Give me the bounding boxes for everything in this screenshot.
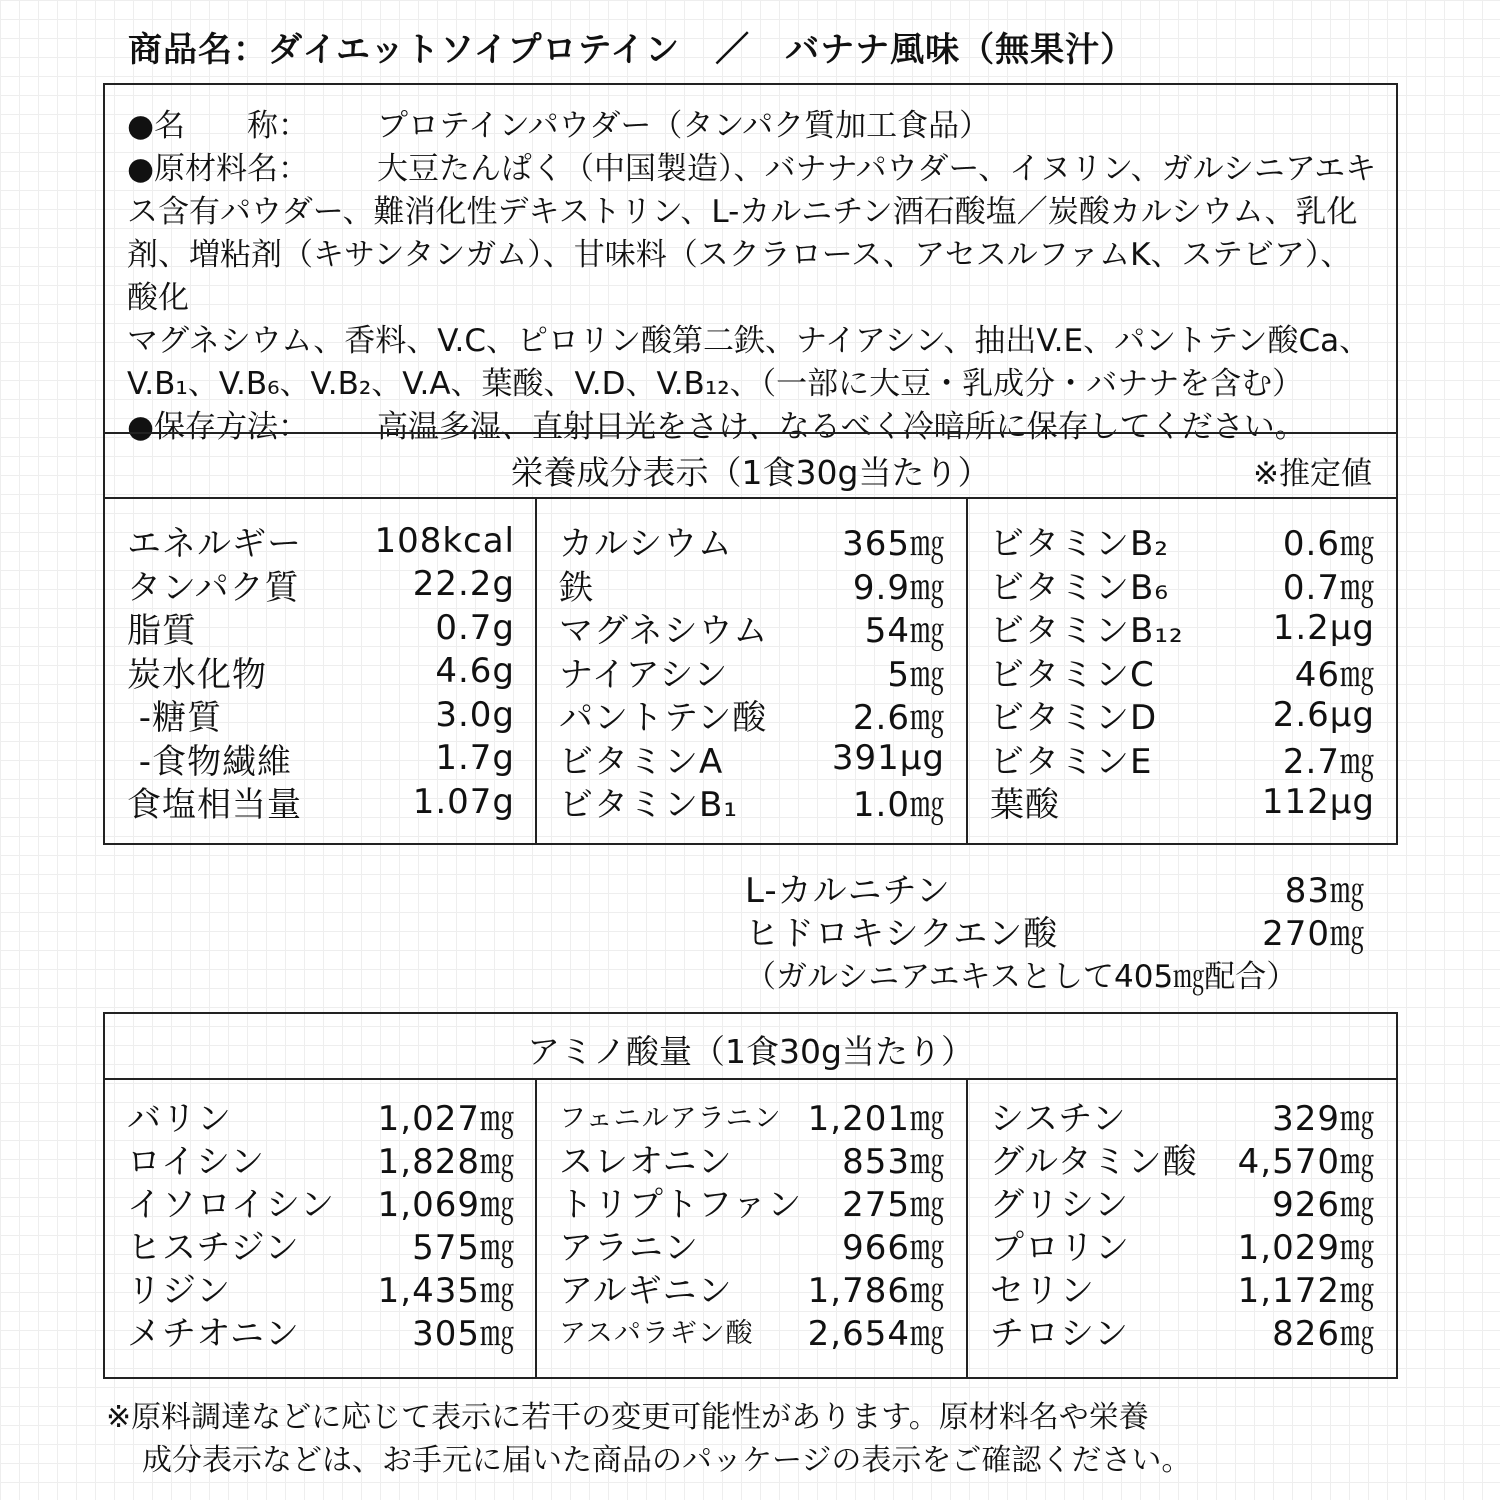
label-panel <box>103 83 1398 845</box>
amino-value: 966㎎ <box>842 1228 945 1268</box>
extra-name: ヒドロキシクエン酸 <box>745 914 1059 954</box>
extra-name: L-カルニチン <box>745 871 951 911</box>
amino-value: 853㎎ <box>842 1142 945 1182</box>
nutrient-name: 鉄 <box>559 567 594 608</box>
amino-panel <box>103 1012 1398 1379</box>
amino-row <box>559 1309 945 1352</box>
amino-row <box>990 1266 1375 1309</box>
nutrition-row <box>990 606 1375 650</box>
label-row-storage <box>127 406 1377 449</box>
nutrient-value: 2.6㎎ <box>852 698 945 739</box>
ingredients-line: ス含有パウダー、難消化性デキストリン、L-カルニチン酒石酸塩／炭酸カルシウム、乳化 <box>127 194 1358 230</box>
amino-row <box>127 1137 515 1180</box>
nutrient-value: 4.6g <box>435 651 515 692</box>
nutrient-value: 2.6μg <box>1272 694 1375 735</box>
divider <box>105 1078 1396 1080</box>
amino-name: チロシン <box>990 1314 1130 1354</box>
nutrient-value: 1.2μg <box>1272 607 1375 648</box>
nutrition-row <box>990 780 1375 824</box>
amino-value: 1,172㎎ <box>1237 1271 1375 1311</box>
amino-name: ヒスチジン <box>127 1228 300 1268</box>
amino-row <box>559 1266 945 1309</box>
ingredients-line: 剤、増粘剤（キサンタンガム）、甘味料（スクラロース、アセスルファムK、ステビア）、酸化 <box>127 237 1352 316</box>
nutrient-value: 2.7㎎ <box>1282 741 1375 782</box>
nutrient-name: ビタミンB₆ <box>990 567 1169 608</box>
amino-row <box>559 1137 945 1180</box>
amino-col-1 <box>127 1094 515 1352</box>
nutrient-name: ビタミンC <box>990 654 1155 695</box>
amino-name: アスパラギン酸 <box>559 1318 754 1349</box>
nutrient-name: エネルギー <box>127 524 302 565</box>
label-value: プロテインパウダー（タンパク質加工食品） <box>377 108 991 144</box>
amino-value: 1,828㎎ <box>377 1142 515 1182</box>
amino-value: 275㎎ <box>842 1185 945 1225</box>
amino-name: ロイシン <box>127 1142 266 1182</box>
nutrient-name: ビタミンB₂ <box>990 524 1169 565</box>
nutrient-value: 54㎎ <box>864 611 945 652</box>
nutrient-value: 0.7g <box>435 607 515 648</box>
nutrient-value: 0.7㎎ <box>1282 567 1375 608</box>
nutrition-row <box>990 650 1375 694</box>
amino-row <box>990 1309 1375 1352</box>
nutrition-col-3 <box>990 519 1375 824</box>
amino-value: 926㎎ <box>1272 1185 1375 1225</box>
divider <box>105 432 1396 434</box>
extra-ingredients <box>745 866 1365 995</box>
nutrition-row <box>559 737 945 781</box>
nutrition-row <box>127 737 515 781</box>
nutrition-row <box>127 606 515 650</box>
amino-row <box>990 1137 1375 1180</box>
amino-col-3 <box>990 1094 1375 1352</box>
ingredients-line: V.B₁、V.B₆、V.B₂、V.A、葉酸、V.D、V.B₁₂、（一部に大豆・乳成分・バナナを含む） <box>127 366 1304 402</box>
amino-heading: アミノ酸量（1食30g当たり） <box>527 1032 974 1071</box>
amino-row <box>990 1223 1375 1266</box>
amino-row <box>990 1180 1375 1223</box>
nutrient-name: ビタミンB₁ <box>559 785 738 826</box>
nutrition-col-1 <box>127 519 515 824</box>
amino-value: 2,654㎎ <box>807 1314 945 1354</box>
amino-name: トリプトファン <box>559 1185 803 1225</box>
amino-row <box>127 1266 515 1309</box>
nutrient-name: マグネシウム <box>559 611 769 652</box>
amino-value: 1,201㎎ <box>807 1099 945 1139</box>
nutrition-row <box>990 563 1375 607</box>
nutrient-name: ナイアシン <box>559 654 729 695</box>
nutrition-row <box>559 780 945 824</box>
amino-row <box>559 1180 945 1223</box>
nutrient-name: パントテン酸 <box>559 698 768 739</box>
nutrition-row <box>127 693 515 737</box>
nutrition-row <box>127 650 515 694</box>
nutrient-value: 22.2g <box>412 564 515 605</box>
nutrient-name: 食塩相当量 <box>127 785 302 826</box>
estimate-note: ※推定値 <box>1253 456 1372 492</box>
amino-name: アラニン <box>559 1228 699 1268</box>
nutrient-name: 脂質 <box>127 611 197 652</box>
amino-name: シスチン <box>990 1099 1127 1139</box>
amino-name: セリン <box>990 1271 1095 1311</box>
amino-name: プロリン <box>990 1228 1130 1268</box>
nutrition-row <box>127 519 515 563</box>
nutrient-value: 3.0g <box>435 694 515 735</box>
disclaimer <box>106 1396 1396 1482</box>
amino-name: メチオニン <box>127 1314 300 1354</box>
amino-value: 4,570㎎ <box>1237 1142 1375 1182</box>
nutrient-name: ビタミンE <box>990 741 1153 782</box>
amino-row <box>127 1223 515 1266</box>
amino-value: 329㎎ <box>1272 1099 1375 1139</box>
nutrient-value: 9.9㎎ <box>852 567 945 608</box>
amino-row <box>559 1094 945 1137</box>
amino-col-2 <box>559 1094 945 1352</box>
nutrition-row <box>990 519 1375 563</box>
divider <box>966 1078 968 1379</box>
label-key: ●原材料名： <box>127 151 310 187</box>
amino-row <box>559 1223 945 1266</box>
amino-value: 1,435㎎ <box>377 1271 515 1311</box>
amino-name: リジン <box>127 1271 232 1311</box>
nutrition-row <box>559 563 945 607</box>
amino-name: イソロイシン <box>127 1185 336 1225</box>
nutrition-row <box>559 693 945 737</box>
amino-row <box>127 1094 515 1137</box>
divider <box>105 497 1396 499</box>
amino-value: 826㎎ <box>1272 1314 1375 1354</box>
amino-value: 1,029㎎ <box>1237 1228 1375 1268</box>
label-key: ●保存方法： <box>127 409 310 445</box>
label-row-ingredients <box>127 148 1377 191</box>
extra-row <box>745 866 1365 909</box>
nutrition-row <box>127 563 515 607</box>
nutrition-row <box>559 519 945 563</box>
amino-value: 1,027㎎ <box>377 1099 515 1139</box>
amino-value: 1,786㎎ <box>807 1271 945 1311</box>
product-title: 商品名：ダイエットソイプロテイン ／ バナナ風味（無果汁） <box>128 30 1136 70</box>
nutrition-col-2 <box>559 519 945 824</box>
amino-value: 1,069㎎ <box>377 1185 515 1225</box>
nutrient-value: 1.0㎎ <box>852 785 945 826</box>
label-value: 大豆たんぱく（中国製造）、バナナパウダー、イヌリン、ガルシニアエキ <box>377 151 1377 187</box>
nutrition-row <box>559 650 945 694</box>
nutrition-row <box>990 737 1375 781</box>
amino-value: 305㎎ <box>412 1314 515 1354</box>
label-info <box>127 105 1377 449</box>
disclaimer-line: ※原料調達などに応じて表示に若干の変更可能性があります。原材料名や栄養 <box>106 1400 1149 1435</box>
divider <box>966 497 968 845</box>
nutrient-value: 1.7g <box>435 738 515 779</box>
amino-row <box>127 1309 515 1352</box>
nutrition-row <box>127 780 515 824</box>
amino-name: フェニルアラニン <box>559 1103 782 1134</box>
extra-value: 83㎎ <box>1284 871 1365 911</box>
amino-name: グルタミン酸 <box>990 1142 1198 1182</box>
nutrient-name: タンパク質 <box>127 567 300 608</box>
disclaimer-line: 成分表示などは、お手元に届いた商品のパッケージの表示をご確認ください。 <box>142 1443 1192 1478</box>
nutrient-value: 0.6㎎ <box>1282 524 1375 565</box>
amino-name: アルギニン <box>559 1271 733 1311</box>
nutrient-value: 391μg <box>831 738 945 779</box>
label-row-name <box>127 105 1377 148</box>
label-key: ●名 称： <box>127 108 310 144</box>
extra-note: （ガルシニアエキスとして405㎎配合） <box>745 959 1298 995</box>
nutrient-name: 炭水化物 <box>127 654 267 695</box>
nutrient-name: カルシウム <box>559 524 733 565</box>
nutrient-value: 365㎎ <box>842 524 945 565</box>
amino-name: グリシン <box>990 1185 1130 1225</box>
nutrient-value: 108kcal <box>374 520 515 561</box>
amino-name: スレオニン <box>559 1142 733 1182</box>
nutrient-value: 46㎎ <box>1294 654 1375 695</box>
nutrient-value: 5㎎ <box>887 654 945 695</box>
nutrient-name: ビタミンA <box>559 741 724 782</box>
amino-row <box>127 1180 515 1223</box>
nutrient-value: 1.07g <box>412 781 515 822</box>
amino-value: 575㎎ <box>412 1228 515 1268</box>
extra-row <box>745 909 1365 952</box>
nutrient-name: -糖質 <box>127 698 223 739</box>
nutrient-name: 葉酸 <box>990 785 1060 826</box>
label-value: 高温多湿、直射日光をさけ、なるべく冷暗所に保存してください。 <box>377 409 1306 445</box>
nutrient-name: -食物繊維 <box>127 741 293 782</box>
amino-name: バリン <box>127 1099 232 1139</box>
amino-row <box>990 1094 1375 1137</box>
nutrient-name: ビタミンB₁₂ <box>990 611 1184 652</box>
extra-value: 270㎎ <box>1262 914 1365 954</box>
nutrient-name: ビタミンD <box>990 698 1158 739</box>
nutrient-value: 112μg <box>1261 781 1375 822</box>
divider <box>535 497 537 845</box>
ingredients-line: マグネシウム、香料、V.C、ピロリン酸第二鉄、ナイアシン、抽出V.E、パントテン酸Ca、 <box>127 323 1371 359</box>
divider <box>535 1078 537 1379</box>
nutrition-row <box>559 606 945 650</box>
nutrition-heading: 栄養成分表示（1食30g当たり） <box>510 453 991 492</box>
nutrition-row <box>990 693 1375 737</box>
